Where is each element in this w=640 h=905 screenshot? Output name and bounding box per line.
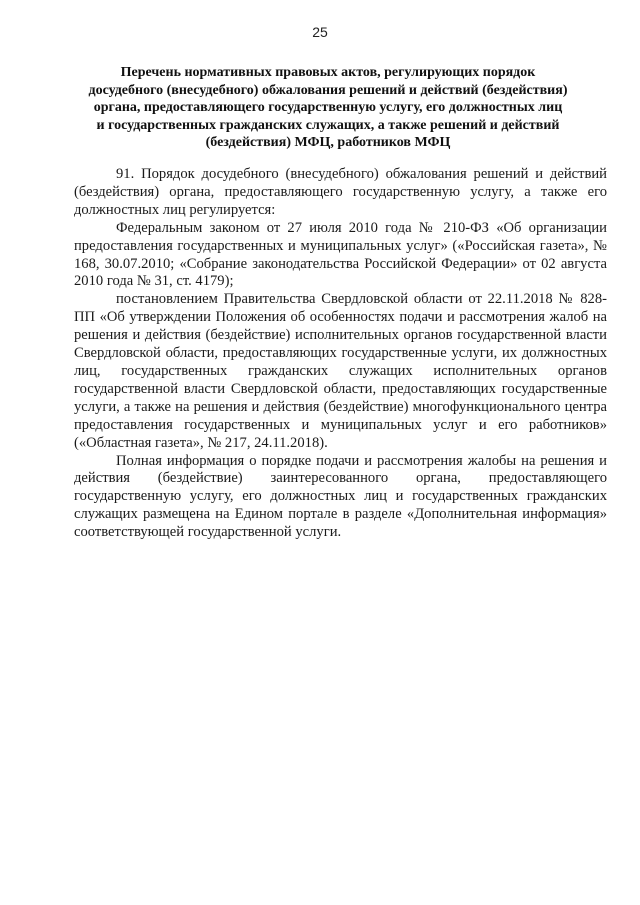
heading-line: (бездействия) МФЦ, работников МФЦ [205, 135, 451, 150]
heading-line: и государственных гражданских служащих, а также решений и действий [96, 117, 560, 133]
document-body [74, 166, 607, 542]
paragraph-regional-resolution: постановлением Правительства Свердловской области от 22.11.2018 № 828-ПП «Об утверждении Положения об особенностях подачи и рассмотрения жалоб на решения и действия (бездействие) исполнительных органов государственной власти Свердловской области, предоставляющих государственные услуги, их должностных лиц, государственных гражданских служащих исполнительных органов государственной власти Свердловской области, предоставляющих государственные услуги, а также на решения и действия (бездействие) многофункционального центра предоставления государственных и муниципальных услуг и его работников» («Областная газета», № 217, 24.11.2018). [74, 291, 607, 451]
page-number: 25 [312, 24, 328, 40]
paragraph-item-91: 91. Порядок досудебного (внесудебного) обжалования решений и действий (бездействия) органа, предоставляющего государственную услугу, а также его должностных лиц регулируется: [74, 166, 607, 218]
heading-line: органа, предоставляющего государственную услугу, его должностных лиц [93, 100, 563, 115]
paragraph-full-information: Полная информация о порядке подачи и рассмотрения жалобы на решения и действия (бездействие) заинтересованного органа, предоставляющего государственную услугу, его должностных лиц и государственных гражданских служащих размещена на Едином портале в разделе «Дополнительная информация» соответствующей государственной услуги. [74, 452, 607, 541]
heading-line: Перечень нормативных правовых актов, регулирующих порядок [120, 65, 536, 80]
heading-line: досудебного (внесудебного) обжалования решений и действий (бездействия) [88, 82, 568, 98]
section-heading [66, 64, 590, 152]
paragraph-federal-law: Федеральным законом от 27 июля 2010 года № 210-ФЗ «Об организации предоставления государственных и муниципальных услуг» («Российская газета», № 168, 30.07.2010; «Собрание законодательства Российской Федерации» от 02 августа 2010 года № 31, ст. 4179); [74, 219, 607, 290]
